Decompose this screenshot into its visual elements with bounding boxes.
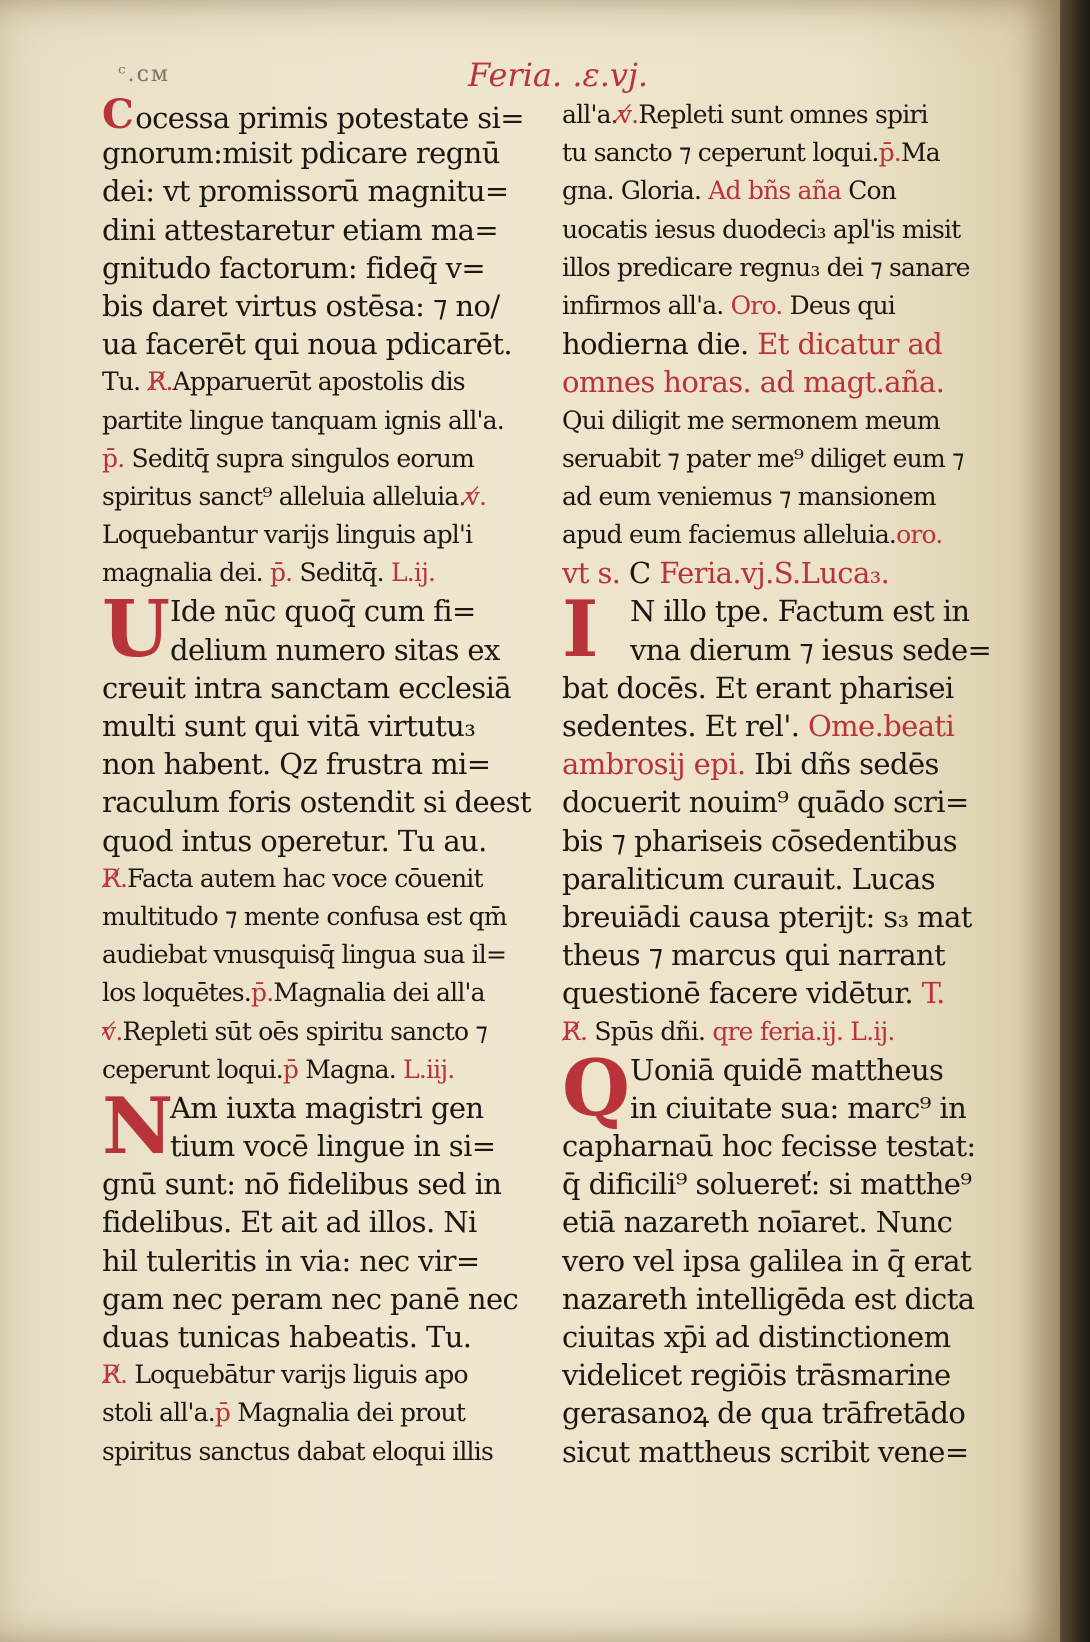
text-line — [562, 1318, 1002, 1356]
text-segment: breuiādi causa pterijt: s₃ mat — [562, 899, 972, 934]
text-segment: sicut mattheus scribit vene= — [562, 1434, 969, 1469]
rubric-text: L.iij. — [403, 1054, 455, 1084]
text-line — [102, 287, 542, 325]
text-segment: ad eum veniemus ⁊ mansionem — [562, 481, 936, 511]
rubric-text: Et dicatur ad — [757, 327, 943, 362]
text-line — [562, 249, 1002, 287]
text-line — [102, 211, 542, 249]
text-segment: Deus qui — [782, 290, 895, 320]
text-segment: N illo tpe. Factum est in — [630, 594, 970, 629]
left-text-column — [102, 91, 542, 1471]
rubric-text: v̸. — [617, 100, 639, 129]
text-line — [102, 1013, 542, 1051]
text-segment: tu sancto ⁊ ceperunt loqui. — [562, 138, 879, 168]
text-line — [562, 860, 1002, 898]
rubric-text: R̸. — [147, 367, 173, 397]
rubric-text: vt s. — [562, 556, 621, 591]
text-line — [562, 1242, 1002, 1280]
text-segment: tium vocē lingue in si= — [170, 1129, 496, 1164]
rubric-text: oro. — [896, 520, 943, 550]
rubric-text: v̸. — [102, 1016, 123, 1046]
text-line — [562, 96, 1002, 134]
text-line — [562, 1356, 1002, 1394]
right-text-column — [562, 96, 1002, 1471]
text-segment: bat docēs. Et erant pharisei — [562, 670, 954, 705]
text-line — [102, 974, 542, 1012]
text-segment: questionē facere vidētur. — [562, 976, 922, 1011]
text-segment: quod intus operetur. Tu au. — [102, 823, 487, 858]
text-segment: non habent. Qz frustra mi= — [102, 747, 491, 782]
folio-number: ᶜ.ᴄᴍ — [118, 62, 171, 87]
text-segment: los loquētes. — [102, 978, 251, 1008]
text-segment: q̄ dificili⁹ soluereť: si matthe⁹ — [562, 1167, 972, 1202]
text-segment: all'a. — [562, 100, 618, 129]
text-segment: nazareth intelligēda est dicta — [562, 1281, 975, 1316]
text-segment: spiritus sanctus dabat eloqui illis — [102, 1436, 493, 1466]
text-segment: Facta autem hac voce cōuenit — [127, 863, 483, 893]
rubric-text: Ome.beati — [807, 709, 955, 743]
red-initial-letter: I — [562, 584, 598, 676]
text-segment: fidelibus. Et ait ad illos. Ni — [102, 1205, 477, 1240]
rubric-text: p̄. — [269, 558, 293, 588]
text-line — [102, 1356, 542, 1394]
text-line — [562, 936, 1002, 974]
text-line — [102, 1242, 542, 1280]
text-segment: Loquebantur varijs linguis apl'i — [102, 520, 473, 550]
text-segment: duas tunicas habeatis. Tu. — [102, 1320, 472, 1354]
text-line — [102, 1318, 542, 1356]
text-segment: Magna. — [298, 1054, 404, 1084]
text-line — [102, 1394, 542, 1432]
rubric-text: Feria.vj.S.Luca₃. — [659, 556, 890, 591]
rubric-text: omnes horas. ad magt.aña. — [562, 365, 945, 400]
text-segment: Seditq̄. — [292, 558, 391, 588]
text-segment: Spūs dñi. — [587, 1016, 713, 1046]
text-segment: spiritus sanct⁹ alleluia alleluia. — [102, 481, 466, 511]
text-segment: Am iuxta magistri gen — [170, 1090, 484, 1125]
text-line — [102, 516, 542, 554]
text-segment: magnalia dei. — [102, 558, 270, 588]
text-segment: videlicet regiōis trāsmarine — [562, 1358, 951, 1393]
rubric-text: qre feria.ij. L.ij. — [712, 1016, 895, 1046]
running-title: Feria. .ɛ.vj. — [468, 56, 649, 94]
text-line — [562, 172, 1002, 210]
text-segment: paraliticum curauit. Lucas — [562, 861, 935, 896]
text-line — [102, 363, 542, 401]
rubric-text: ambrosij epi. — [562, 747, 755, 782]
text-segment: gam nec peram nec panē nec — [102, 1281, 519, 1316]
text-segment: Ibi dñs sedēs — [754, 747, 939, 782]
text-segment: Uoniā quidē mattheus — [630, 1052, 944, 1087]
text-segment: ocessa primis potestate si= — [135, 101, 524, 135]
text-line — [562, 745, 1002, 783]
text-segment: audiebat vnusquisq̄ lingua sua il= — [102, 940, 507, 970]
text-segment: creuit intra sanctam ecclesiā — [102, 670, 511, 705]
text-line — [102, 402, 542, 440]
text-segment: uocatis iesus duodeci₃ apl'is misit — [562, 214, 961, 244]
text-line — [562, 554, 1002, 592]
text-segment: capharnaū hoc fecisse testat: — [562, 1129, 976, 1164]
text-segment: Ide nūc quoq̄ cum fi= — [170, 594, 476, 629]
text-line — [102, 860, 542, 898]
text-line — [102, 822, 542, 860]
rubric-text: R̸. — [562, 1016, 588, 1046]
text-segment: delium numero sitas ex — [170, 632, 500, 667]
text-segment: Seditq̄ supra singulos eorum — [131, 443, 475, 473]
rubric-text: R̸. — [102, 1360, 128, 1390]
rubric-text: R̸. — [102, 863, 128, 893]
red-initial-letter: U — [102, 584, 170, 676]
text-segment: Repleti sūt oēs spiritu sancto ⁊ — [122, 1016, 488, 1046]
text-segment: ciuitas xp̄i ad distinctionem — [562, 1320, 951, 1354]
text-line — [102, 478, 542, 516]
text-segment: illos predicare regnu₃ dei ⁊ sanare — [562, 252, 970, 282]
text-segment: gna. Gloria. — [562, 176, 709, 206]
text-segment: Qui diligit me sermonem meum — [562, 405, 940, 435]
text-line — [562, 1165, 1002, 1203]
red-initial-letter: N — [102, 1080, 173, 1172]
text-line — [102, 1433, 542, 1471]
text-segment: gnū sunt: nō fidelibus sed in — [102, 1167, 502, 1202]
text-segment: multi sunt qui vitā virtutu₃ — [102, 709, 476, 743]
red-initial-letter: C — [102, 91, 134, 138]
text-segment: apud eum faciemus alleluia. — [562, 520, 897, 550]
text-line — [562, 440, 1002, 478]
text-segment: Magnalia dei all'a — [273, 978, 485, 1008]
text-segment: seruabit ⁊ pater me⁹ diliget eum ⁊ — [562, 443, 964, 473]
text-segment: theus ⁊ marcus qui narrant — [562, 938, 946, 973]
text-segment: Loquebātur varijs liguis apo — [127, 1360, 468, 1390]
text-segment: gnitudo factorum: fideq̄ v= — [102, 250, 486, 285]
text-line — [102, 707, 542, 745]
text-segment: Con — [841, 176, 897, 206]
text-line — [562, 631, 1002, 669]
rubric-text: p̄. — [251, 978, 274, 1008]
text-line — [562, 822, 1002, 860]
text-line — [102, 1203, 542, 1241]
text-segment: sedentes. Et rel'. — [562, 709, 808, 743]
text-line — [562, 898, 1002, 936]
text-segment: infirmos all'a. — [562, 290, 731, 320]
rubric-text: T. — [921, 976, 945, 1011]
text-segment: multitudo ⁊ mente confusa est qm̄ — [102, 901, 507, 931]
text-line — [562, 134, 1002, 172]
text-line — [102, 898, 542, 936]
rubric-text: Ad bñs aña — [708, 176, 842, 206]
text-line — [562, 516, 1002, 554]
text-line — [102, 783, 542, 821]
text-segment: bis ⁊ phariseis cōsedentibus — [562, 823, 958, 858]
text-segment: Magnalia dei prout — [230, 1398, 466, 1428]
text-line — [562, 783, 1002, 821]
rubric-text: p̄. — [878, 138, 901, 168]
text-line — [102, 134, 542, 172]
text-line — [102, 249, 542, 287]
text-line — [562, 363, 1002, 401]
text-line — [102, 325, 542, 363]
text-segment: gerasanoꝝ de qua trāfretādo — [562, 1396, 966, 1431]
text-line — [562, 287, 1002, 325]
text-segment: hil tuleritis in via: nec vir= — [102, 1243, 480, 1278]
text-segment: bis daret virtus ostēsa: ⁊ no/ — [102, 288, 500, 323]
text-segment: raculum foris ostendit si deest — [102, 785, 531, 820]
rubric-text: p̄. — [102, 443, 132, 473]
text-line — [562, 325, 1002, 363]
text-segment: vero vel ipsa galilea in q̄ erat — [562, 1243, 972, 1278]
text-line — [562, 211, 1002, 249]
rubric-text: L.ij. — [390, 558, 436, 588]
text-segment: docuerit nouim⁹ quādo scri= — [562, 785, 969, 820]
text-line — [562, 974, 1002, 1012]
text-line — [562, 1433, 1002, 1471]
text-line — [102, 936, 542, 974]
text-line — [102, 172, 542, 210]
text-line — [102, 745, 542, 783]
text-segment: C — [620, 556, 660, 591]
book-spine-shadow — [1060, 0, 1090, 1642]
text-segment: etiā nazareth noīaret. Nunc — [562, 1205, 953, 1240]
text-line — [562, 478, 1002, 516]
text-segment: Apparuerūt apostolis dis — [172, 367, 465, 397]
text-line — [562, 669, 1002, 707]
text-segment: in ciuitate sua: marc⁹ in — [630, 1090, 967, 1125]
text-line — [562, 1203, 1002, 1241]
text-line — [562, 1394, 1002, 1432]
text-line — [102, 1280, 542, 1318]
rubric-text: Oro. — [730, 290, 783, 320]
text-segment: vna dierum ⁊ iesus sede= — [630, 632, 992, 667]
text-segment: ceperunt loqui. — [102, 1054, 283, 1084]
text-segment: Tu. — [102, 367, 148, 397]
text-line — [562, 707, 1002, 745]
text-segment: partite lingue tanquam ignis all'a. — [102, 405, 504, 435]
running-head — [118, 56, 998, 96]
red-initial-letter: Q — [562, 1042, 630, 1134]
text-segment: Repleti sunt omnes spiri — [638, 100, 928, 129]
text-segment: dini attestaretur etiam ma= — [102, 212, 499, 247]
rubric-text: v̸. — [465, 481, 487, 511]
rubric-text: p̄ — [214, 1398, 231, 1428]
text-segment: hodierna die. — [562, 327, 758, 362]
rubric-text: p̄ — [282, 1054, 299, 1084]
text-line — [562, 1280, 1002, 1318]
text-segment: stoli all'a. — [102, 1398, 215, 1428]
text-segment: Ma — [900, 138, 940, 168]
text-line — [102, 91, 542, 138]
text-segment: ua facerēt qui noua pdicarēt. — [102, 327, 512, 362]
text-line — [102, 440, 542, 478]
text-line — [562, 402, 1002, 440]
text-segment: gnorum:misit pdicare regnū — [102, 136, 500, 171]
text-segment: dei: vt promissorū magnitu= — [102, 174, 509, 209]
